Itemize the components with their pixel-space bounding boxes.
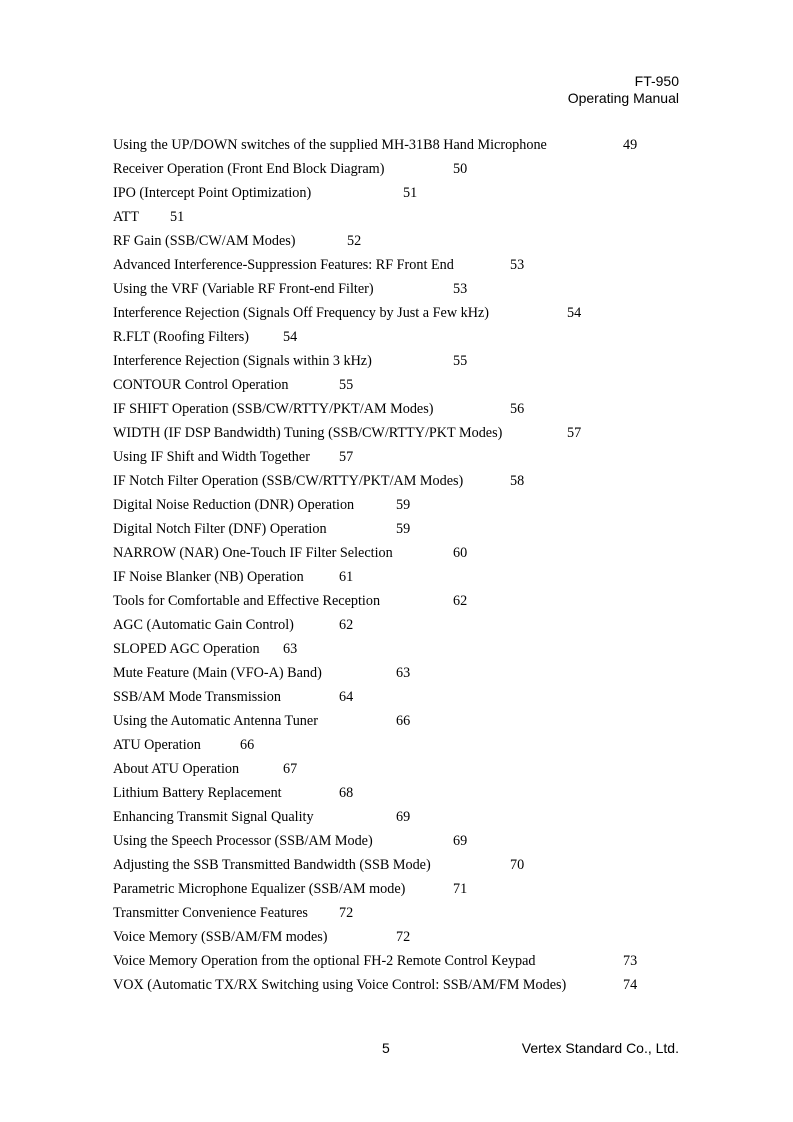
toc-entry-page: 57: [567, 425, 582, 441]
toc-entry[interactable]: [113, 639, 713, 663]
toc-entry-title: IF SHIFT Operation (SSB/CW/RTTY/PKT/AM Modes): [113, 401, 434, 417]
toc-entry-title: Advanced Interference-Suppression Features: RF Front End: [113, 257, 454, 273]
toc-entry-title: R.FLT (Roofing Filters): [113, 329, 249, 345]
toc-entry-page: 67: [283, 761, 298, 777]
toc-entry-page: 63: [283, 641, 298, 657]
toc-entry-title: Digital Notch Filter (DNF) Operation: [113, 521, 327, 537]
toc-entry-page: 56: [510, 401, 525, 417]
toc-entry[interactable]: [113, 735, 713, 759]
toc-entry-title: Receiver Operation (Front End Block Diagram): [113, 161, 385, 177]
toc-entry-title: VOX (Automatic TX/RX Switching using Voice Control: SSB/AM/FM Modes): [113, 977, 567, 993]
toc-entry[interactable]: [113, 159, 713, 183]
toc-entry[interactable]: [113, 183, 713, 207]
toc-entry-title: Voice Memory (SSB/AM/FM modes): [113, 929, 328, 945]
toc-entry-title: Using the UP/DOWN switches of the supplied MH-31B8 Hand Microphone: [113, 137, 547, 153]
toc-entry-title: Voice Memory Operation from the optional FH-2 Remote Control Keypad: [113, 953, 536, 969]
toc-entry-title: Interference Rejection (Signals Off Frequency by Just a Few kHz): [113, 305, 489, 321]
toc-entry-page: 69: [396, 809, 411, 825]
toc-entry-title: WIDTH (IF DSP Bandwidth) Tuning (SSB/CW/RTTY/PKT Modes): [113, 425, 503, 441]
toc-entry[interactable]: [113, 303, 713, 327]
toc-entry[interactable]: [113, 351, 713, 375]
toc-entry-page: 49: [623, 137, 638, 153]
toc-entry[interactable]: [113, 711, 713, 735]
toc-entry-title: Interference Rejection (Signals within 3 kHz): [113, 353, 372, 369]
toc-entry[interactable]: [113, 951, 713, 975]
toc-entry-title: ATU Operation: [113, 737, 201, 753]
toc-entry[interactable]: [113, 687, 713, 711]
toc-entry-page: 63: [396, 665, 411, 681]
toc-entry[interactable]: [113, 855, 713, 879]
toc-entry-page: 59: [396, 521, 411, 537]
toc-entry-page: 57: [339, 449, 354, 465]
toc-entry[interactable]: [113, 807, 713, 831]
toc-entry[interactable]: [113, 663, 713, 687]
toc-entry-title: CONTOUR Control Operation: [113, 377, 289, 393]
toc-entry[interactable]: [113, 543, 713, 567]
toc-entry-page: 50: [453, 161, 468, 177]
toc-entry-title: Using the Speech Processor (SSB/AM Mode): [113, 833, 373, 849]
toc-entry-page: 68: [339, 785, 354, 801]
toc-entry[interactable]: [113, 879, 713, 903]
toc-entry-page: 66: [240, 737, 255, 753]
toc-entry-page: 51: [403, 185, 418, 201]
toc-entry[interactable]: [113, 255, 713, 279]
header-model: FT-950: [634, 73, 679, 89]
toc-entry-page: 58: [510, 473, 525, 489]
toc-entry-page: 53: [453, 281, 468, 297]
toc-entry-page: 66: [396, 713, 411, 729]
toc-entry-page: 71: [453, 881, 468, 897]
toc-entry-title: Parametric Microphone Equalizer (SSB/AM mode): [113, 881, 406, 897]
toc-entry[interactable]: [113, 591, 713, 615]
toc-entry-title: Digital Noise Reduction (DNR) Operation: [113, 497, 355, 513]
toc-entry[interactable]: [113, 927, 713, 951]
toc-entry[interactable]: [113, 327, 713, 351]
toc-entry-page: 73: [623, 953, 638, 969]
toc-entry-page: 59: [396, 497, 411, 513]
toc-entry[interactable]: [113, 279, 713, 303]
toc-entry[interactable]: [113, 495, 713, 519]
toc-entry[interactable]: [113, 567, 713, 591]
toc-entry-page: 54: [283, 329, 298, 345]
toc-entry[interactable]: [113, 375, 713, 399]
footer-company: Vertex Standard Co., Ltd.: [521, 1040, 679, 1056]
toc-entry-page: 72: [339, 905, 354, 921]
toc-entry-title: IPO (Intercept Point Optimization): [113, 185, 312, 201]
toc-entry[interactable]: [113, 207, 713, 231]
toc-entry-page: 53: [510, 257, 525, 273]
footer-page-number: 5: [382, 1040, 390, 1056]
toc-entry-title: Adjusting the SSB Transmitted Bandwidth (SSB Mode): [113, 857, 431, 873]
toc-entry-page: 51: [170, 209, 185, 225]
toc-entry-title: About ATU Operation: [113, 761, 240, 777]
toc-entry[interactable]: [113, 759, 713, 783]
toc-entry-page: 61: [339, 569, 354, 585]
toc-entry[interactable]: [113, 399, 713, 423]
toc-entry[interactable]: [113, 519, 713, 543]
toc-entry-page: 55: [453, 353, 468, 369]
toc-entry-title: ATT: [113, 209, 140, 225]
toc-entry-title: Transmitter Convenience Features: [113, 905, 308, 921]
toc-entry-page: 52: [347, 233, 362, 249]
toc-entry-page: 72: [396, 929, 411, 945]
toc-entry-page: 62: [339, 617, 354, 633]
toc-entry-page: 54: [567, 305, 582, 321]
toc-entry-title: SLOPED AGC Operation: [113, 641, 260, 657]
toc-entry-title: Tools for Comfortable and Effective Reception: [113, 593, 381, 609]
header-manual-title: Operating Manual: [567, 90, 679, 106]
toc-entry-title: RF Gain (SSB/CW/AM Modes): [113, 233, 296, 249]
toc-entry-page: 55: [339, 377, 354, 393]
toc-entry-page: 69: [453, 833, 468, 849]
toc-entry-title: IF Noise Blanker (NB) Operation: [113, 569, 304, 585]
toc-entry[interactable]: [113, 903, 713, 927]
toc-entry[interactable]: [113, 975, 713, 999]
toc-entry-title: SSB/AM Mode Transmission: [113, 689, 281, 705]
toc-entry-page: 64: [339, 689, 354, 705]
toc-entry-title: Using IF Shift and Width Together: [113, 449, 310, 465]
toc-entry[interactable]: [113, 447, 713, 471]
toc-entry-page: 60: [453, 545, 468, 561]
toc-entry-title: Mute Feature (Main (VFO-A) Band): [113, 665, 322, 681]
toc-entry[interactable]: [113, 135, 713, 159]
toc-entry-title: AGC (Automatic Gain Control): [113, 617, 294, 633]
table-of-contents: [113, 135, 713, 999]
toc-entry-title: Using the Automatic Antenna Tuner: [113, 713, 318, 729]
toc-entry-page: 74: [623, 977, 638, 993]
toc-entry-title: Lithium Battery Replacement: [113, 785, 282, 801]
toc-entry[interactable]: [113, 615, 713, 639]
toc-entry-title: Enhancing Transmit Signal Quality: [113, 809, 314, 825]
toc-entry-title: NARROW (NAR) One-Touch IF Filter Selection: [113, 545, 393, 561]
toc-entry-page: 62: [453, 593, 468, 609]
toc-entry-title: Using the VRF (Variable RF Front-end Filter): [113, 281, 374, 297]
toc-entry-page: 70: [510, 857, 525, 873]
toc-entry[interactable]: [113, 831, 713, 855]
toc-entry[interactable]: [113, 471, 713, 495]
toc-entry[interactable]: [113, 783, 713, 807]
toc-entry-title: IF Notch Filter Operation (SSB/CW/RTTY/PKT/AM Modes): [113, 473, 464, 489]
toc-entry[interactable]: [113, 423, 713, 447]
toc-entry[interactable]: [113, 231, 713, 255]
